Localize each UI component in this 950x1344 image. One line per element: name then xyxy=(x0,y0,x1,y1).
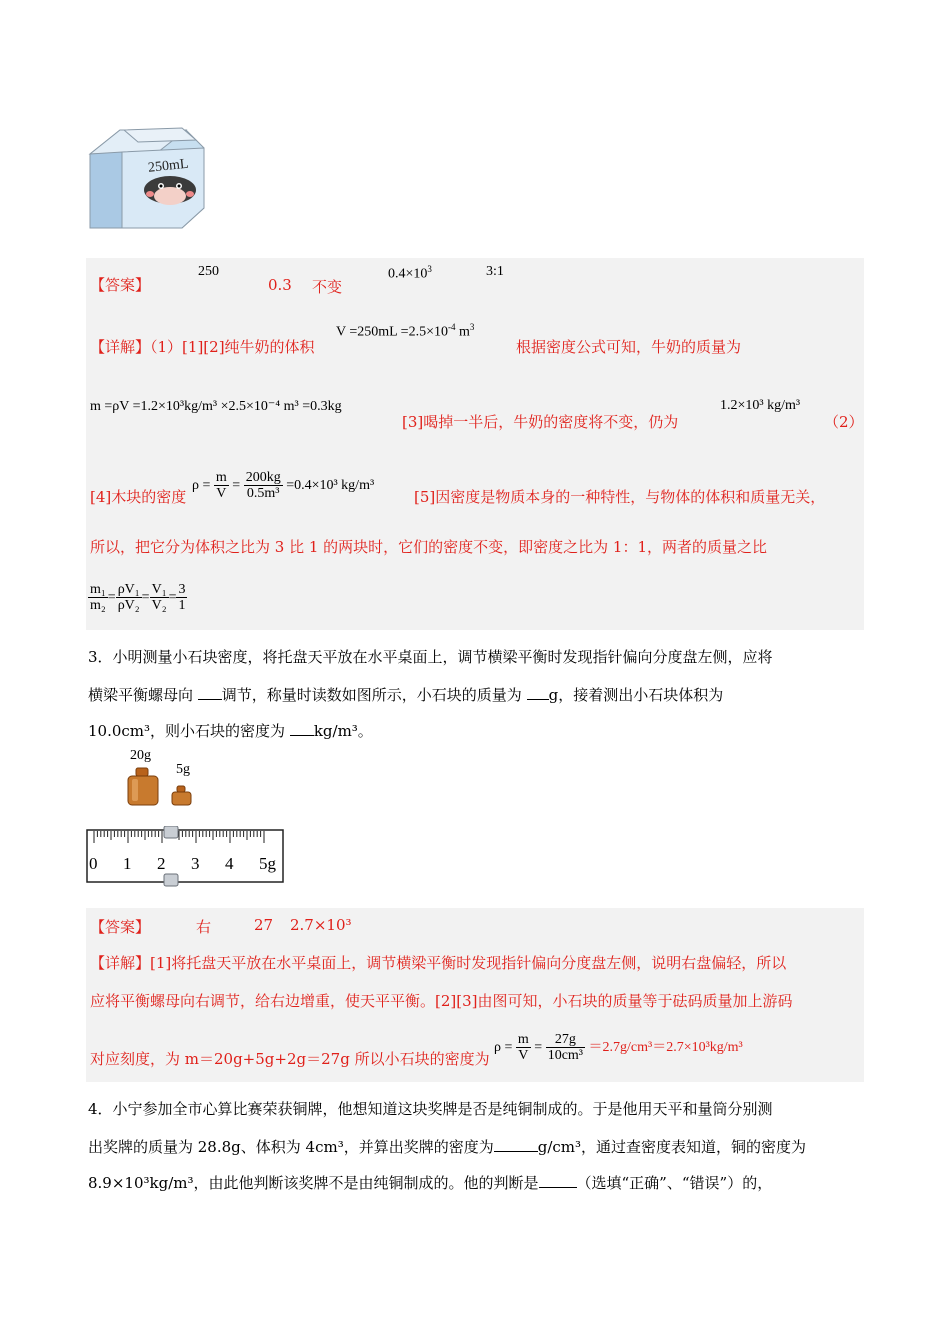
carton-label: 250mL xyxy=(147,156,190,176)
q4-blank-2[interactable] xyxy=(539,1187,577,1188)
ruler-tick-0: 0 xyxy=(89,854,98,873)
q4-line-2: 出奖牌的质量为 28.8g、体积为 4cm³，并算出奖牌的密度为 g/cm³，通过查密度表知道，铜的密度为 xyxy=(88,1138,807,1156)
q4-line-3: 8.9×10³kg/m³，由此他判断该奖牌不是由纯铜制成的。他的判断是 （选填“正确”、“错误”）的， xyxy=(88,1174,773,1192)
q3-detail-line-1: 【详解】[1]将托盘天平放在水平桌面上，调节横梁平衡时发现指针偏向分度盘左侧，说明右盘偏轻，所以 xyxy=(90,954,787,972)
q2-mass-formula: m =ρV =1.2×10³kg/m³ ×2.5×10⁻⁴ m³ =0.3kg xyxy=(90,399,342,414)
q2-answer-3: 不变 xyxy=(312,278,343,296)
q3-line-3: 10.0cm³，则小石块的密度为 kg/m³。 xyxy=(88,722,373,740)
q3-blank-1[interactable] xyxy=(198,699,222,700)
weights-image xyxy=(126,766,196,808)
q4-line-1: 4．小宁参加全市心算比赛荣获铜牌，他想知道这块奖牌是否是纯铜制成的。于是他用天平和量筒分别测 xyxy=(88,1100,773,1118)
q2-volume-formula: $V =250mL =2.5\times 10^{-4}$ $m^3$ xyxy=(336,322,475,340)
q2-detail-line-1: 【详解】（1）[1][2]纯牛奶的体积 xyxy=(90,338,315,356)
q4-blank-1[interactable] xyxy=(494,1151,538,1152)
q2-density-value: 1.2×10³ kg/m³ xyxy=(720,398,801,413)
q2-answer-line xyxy=(90,274,150,295)
q2-detail-line-3-text: [5]因密度是物质本身的一种特性，与物体的体积和质量无关， xyxy=(414,488,826,506)
ruler-tick-3: 3 xyxy=(191,854,200,873)
q2-answer-1: 250 xyxy=(198,264,219,279)
q3-density-formula: ρ = $\frac{m}{V}$ = $\frac{27g}{\text{10cm³}}$ ＝2.7g/cm³＝2.7×10³kg/m³ xyxy=(494,1032,743,1064)
q3-line-2: 横梁平衡螺母向 调节，称量时读数如图所示，小石块的质量为 g，接着测出小石块体积为 xyxy=(88,686,724,704)
q2-part-2-label: （2） xyxy=(824,413,864,431)
weight-5g-label: 5g xyxy=(176,762,190,777)
q2-mass-ratio-formula: $\frac{\text{m₁}}{\text{m₂}}$ = $\frac{\text{ρV₁}}{\text{ρV₂}}$ = $\frac{\text{V₁}}{\text{V₂}}$ = $\frac{3}{1}$ xyxy=(90,582,186,614)
q3-answer-3: 2.7×10³ xyxy=(290,916,352,934)
q2-answer-2: 0.3 xyxy=(268,276,292,294)
ruler-tick-labels xyxy=(86,854,286,878)
q2-answer-4: $0.4\times 10^3$ xyxy=(388,264,432,282)
q3-detail-line-3: 对应刻度，为 m＝20g+5g+2g＝27g 所以小石块的密度为 xyxy=(90,1050,490,1068)
q3-answer-line: 【答案】 xyxy=(90,918,151,936)
detail-tag: 【详解】 xyxy=(90,338,151,356)
q3-blank-2[interactable] xyxy=(527,699,549,700)
q3-answer-2: 27 xyxy=(254,916,274,934)
q2-wood-density-formula: ρ = $\frac{m}{V}$ = $\frac{200kg}{\text{0.5m³}}$ =0.4×10³ kg/m³ xyxy=(192,470,375,502)
q2-answer-5: 3:1 xyxy=(486,264,504,279)
q2-detail-line-1-tail: 根据密度公式可知，牛奶的质量为 xyxy=(516,338,742,356)
q2-detail-line-2: [3]喝掉一半后，牛奶的密度将不变，仍为 xyxy=(402,413,679,431)
q3-answer-1: 右 xyxy=(196,918,212,936)
ruler-tick-4: 4 xyxy=(225,854,234,873)
ruler-tick-2: 2 xyxy=(157,854,166,873)
answer-tag: 【答案】 xyxy=(90,276,151,294)
q2-solution-block xyxy=(86,258,864,630)
q3-line-1: 3．小明测量小石块密度，将托盘天平放在水平桌面上，调节横梁平衡时发现指针偏向分度盘左侧，应将 xyxy=(88,648,773,666)
ruler-tick-1: 1 xyxy=(123,854,132,873)
q2-detail-line-4: 所以，把它分为体积之比为 3 比 1 的两块时，它们的密度不变，即密度之比为 1：1，两者的质量之比 xyxy=(90,538,768,556)
q3-detail-line-2: 应将平衡螺母向右调节，给右边增重，使天平平衡。[2][3]由图可知，小石块的质量等于砝码质量加上游码 xyxy=(90,992,793,1010)
milk-carton-image xyxy=(86,126,210,230)
weight-20g-label: 20g xyxy=(130,748,151,763)
ruler-tick-5: 5g xyxy=(259,854,276,873)
q2-detail-line-3-head: [4]木块的密度 xyxy=(90,488,187,506)
q3-blank-3[interactable] xyxy=(290,735,314,736)
